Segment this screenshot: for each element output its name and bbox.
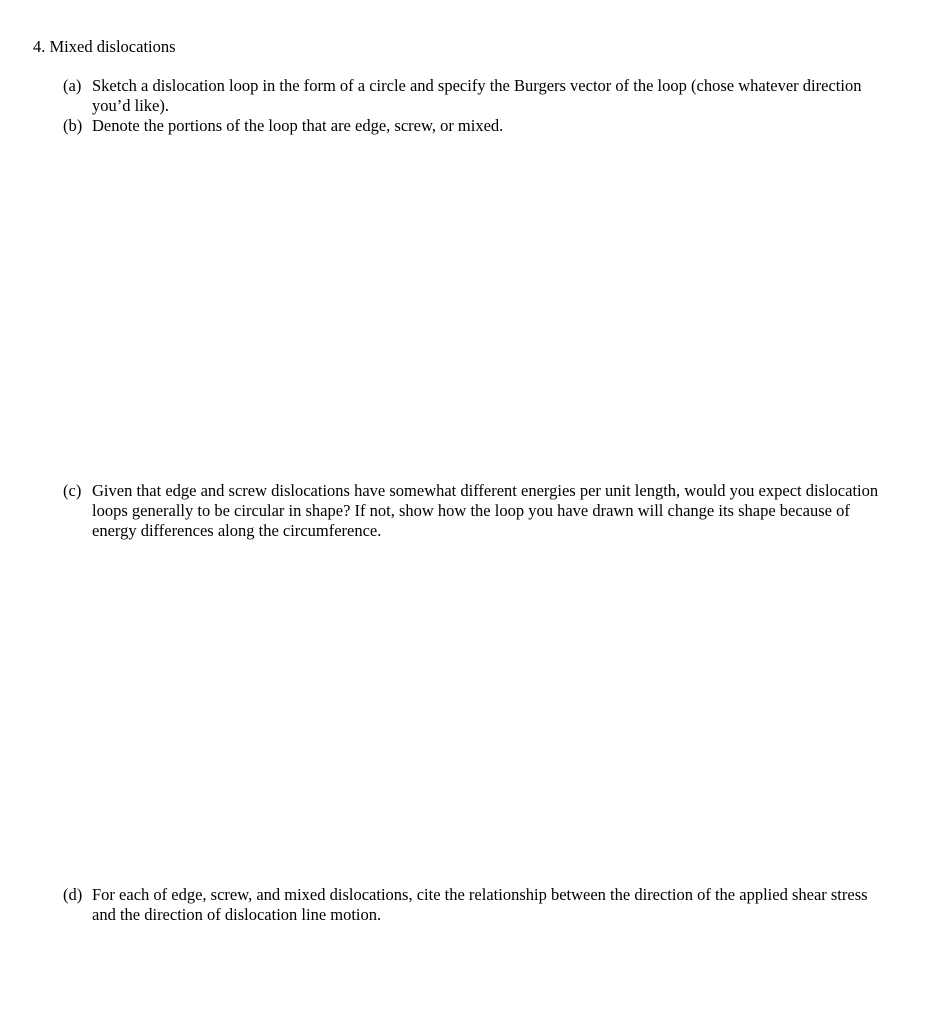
question-part-d [63,885,893,925]
part-label: (b) [63,116,83,135]
question-part-c [63,481,893,541]
part-text: For each of edge, screw, and mixed dislocations, cite the relationship between the direction of the applied shear stress and the direction of dislocation line motion. [92,885,868,924]
problem-heading: 4. Mixed dislocations [33,37,176,56]
part-label: (a) [63,76,82,95]
part-text: Sketch a dislocation loop in the form of a circle and specify the Burgers vector of the loop (chose whatever direction you’d like). [92,76,862,115]
part-text: Denote the portions of the loop that are edge, screw, or mixed. [92,116,504,135]
part-text: Given that edge and screw dislocations have somewhat different energies per unit length, would you expect dislocation loops generally to be circular in shape? If not, show how the loop you have drawn will change its shape because of energy differences along the circumference. [92,481,879,540]
question-part-b [63,116,893,136]
part-label: (d) [63,885,83,904]
part-label: (c) [63,481,82,500]
question-part-a [63,76,893,116]
